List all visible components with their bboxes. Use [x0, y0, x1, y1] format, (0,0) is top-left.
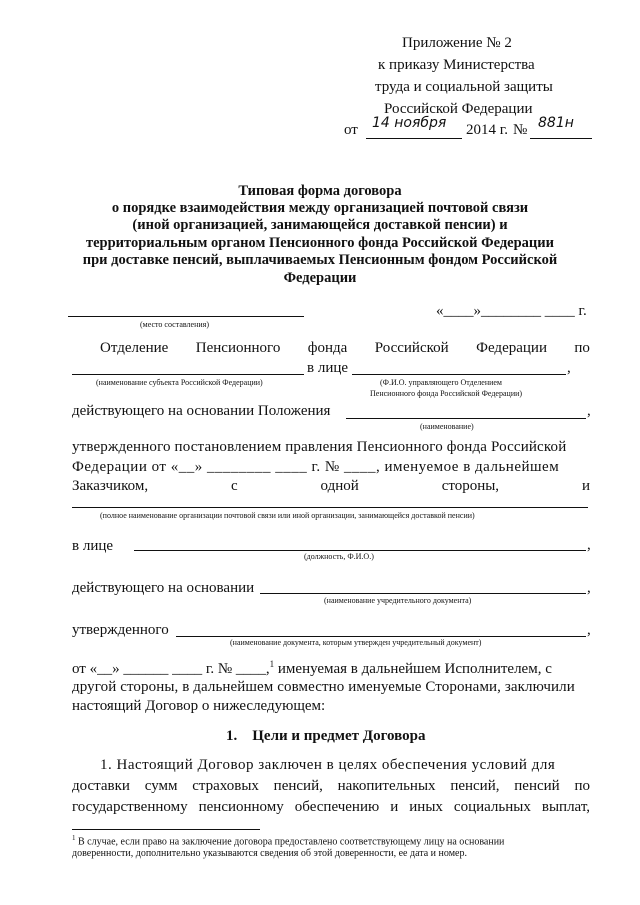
appendix-number-prefix: №	[513, 122, 528, 138]
number-underline	[530, 138, 592, 139]
word: пенсий,	[450, 778, 500, 794]
acting-regulation: действующего на основании Положения	[72, 403, 331, 419]
manager-underline	[352, 374, 566, 375]
caption-document: (наименование документа, которым утвержден учредительный документ)	[230, 638, 482, 647]
from-line-start: от «__» ______ ____ г. № ____,	[72, 661, 270, 677]
caption-position: (должность, Ф.И.О.)	[304, 552, 374, 561]
title-line-5: при доставке пенсий, выплачиваемых Пенсионным фондом Российской	[82, 252, 558, 268]
word: и	[581, 478, 590, 494]
p1-line-1: 1. Настоящий Договор заключен в целях обеспечения условий для	[100, 757, 556, 773]
acting-basis: действующего на основании	[72, 580, 255, 596]
approved-line: утвержденного постановлением правления Пенсионного фонда Российской	[72, 439, 567, 455]
word: одной	[320, 478, 359, 494]
word: фонда	[307, 340, 348, 356]
footnote-line-1	[72, 834, 504, 847]
word: страховых	[192, 778, 259, 794]
title-line-2: о порядке взаимодействия между организацией почтовой связи	[111, 200, 529, 216]
title-line-6: Федерации	[283, 270, 357, 286]
word: Отделение	[100, 340, 169, 356]
document-underline	[176, 636, 586, 637]
federation-line: Федерации от «__» ________ ____ г. № ____, именуемое в дальнейшем	[72, 459, 560, 475]
word: пенсий	[514, 778, 560, 794]
branch-line	[100, 340, 590, 357]
appendix-line-3: труда и социальной защиты	[375, 79, 553, 95]
appendix-line-2: к приказу Министерства	[378, 57, 535, 73]
word: пенсий,	[273, 778, 323, 794]
caption-subject: (наименование субъекта Российской Федерации)	[96, 378, 263, 387]
word: доставки	[72, 778, 130, 794]
position-underline	[134, 550, 586, 551]
title-line-3: (иной организацией, занимающейся доставкой пенсии) и	[132, 217, 508, 233]
other-side-line: другой стороны, в дальнейшем совместно именуемые Сторонами, заключили	[72, 679, 575, 695]
section-heading: 1. Цели и предмет Договора	[226, 728, 426, 744]
footnote-line-2: доверенности, дополнительно указываются сведения об этой доверенности, ее дата и номер.	[72, 848, 467, 859]
customer-line	[72, 478, 590, 495]
caption-name: (наименование)	[420, 422, 474, 431]
this-contract-line: настоящий Договор о нижеследующем:	[72, 698, 326, 714]
footnote-text-1: В случае, если право на заключение договора предоставлено соответствующему лицу на основании	[78, 836, 505, 848]
title-line-4: территориальным органом Пенсионного фонда Российской Федерации	[86, 235, 554, 251]
word: по	[574, 778, 590, 794]
place-underline	[68, 316, 304, 317]
p1-line-2	[72, 778, 590, 795]
handwritten-date: 14 ноября	[372, 115, 447, 131]
word: пенсионному	[198, 799, 284, 815]
word: государственному	[72, 799, 188, 815]
approved-label: утвержденного	[72, 622, 169, 638]
founding-underline	[260, 593, 586, 594]
word: социальных	[453, 799, 531, 815]
handwritten-number: 881н	[538, 115, 574, 131]
word: Российской	[374, 340, 449, 356]
comma: ,	[587, 403, 591, 419]
place-caption: (место составления)	[140, 320, 209, 329]
word: и	[390, 799, 399, 815]
date-template: «____»________ ____ г.	[436, 303, 587, 319]
regulation-underline	[346, 418, 586, 419]
caption-manager-2: Пенсионного фонда Российской Федерации)	[370, 389, 523, 398]
footnote-ref[interactable]: 1	[269, 659, 275, 669]
caption-founding: (наименование учредительного документа)	[324, 596, 472, 605]
word: Федерации	[476, 340, 547, 356]
subject-underline	[72, 374, 304, 375]
from-line	[72, 659, 552, 678]
word: по	[574, 340, 590, 356]
word: накопительных	[337, 778, 436, 794]
date-underline	[366, 138, 462, 139]
in-person-label: в лице	[307, 360, 349, 376]
p1-line-3	[72, 799, 590, 816]
word: Пенсионного	[195, 340, 281, 356]
caption-org: (полное наименование организации почтовой связи или иной организации, занимающейся доставкой пенсии)	[100, 511, 475, 520]
footnote-separator	[72, 829, 260, 830]
org-underline	[72, 507, 588, 508]
appendix-line-1: Приложение № 2	[402, 35, 512, 51]
footnote-mark: 1	[72, 834, 76, 842]
appendix-year: 2014 г.	[466, 122, 508, 138]
appendix-date-prefix: от	[344, 122, 358, 138]
appendix-line-4: Российской Федерации	[384, 101, 533, 117]
word: стороны,	[441, 478, 500, 494]
from-line-rest: именуемая в дальнейшем Исполнителем, с	[274, 661, 552, 677]
in-person-2: в лице	[72, 538, 114, 554]
word: сумм	[144, 778, 178, 794]
caption-manager-1: (Ф.И.О. управляющего Отделением	[380, 378, 502, 387]
comma: ,	[587, 622, 591, 638]
word: обеспечению	[294, 799, 380, 815]
word: Заказчиком,	[72, 478, 149, 494]
comma: ,	[567, 360, 571, 376]
comma: ,	[587, 537, 591, 553]
word: иных	[409, 799, 443, 815]
comma: ,	[587, 580, 591, 596]
word: с	[230, 478, 238, 494]
title-line-1: Типовая форма договора	[238, 183, 402, 199]
word: выплат,	[541, 799, 590, 815]
